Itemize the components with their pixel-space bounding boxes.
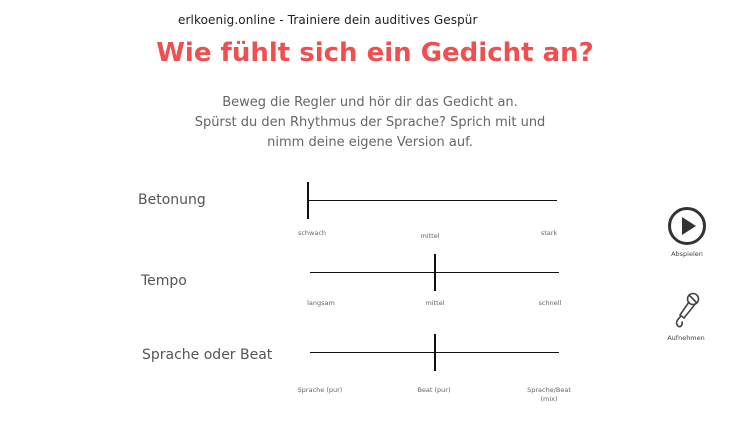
tick-label-mix <box>509 386 589 404</box>
slider-label-betonung: Betonung <box>138 192 206 208</box>
tick-label: (mix) <box>540 395 558 403</box>
tick-label: Sprache/Beat <box>527 386 571 394</box>
slider-label-tempo: Tempo <box>141 273 187 289</box>
record-button[interactable] <box>656 290 716 342</box>
slider-track[interactable] <box>307 200 557 201</box>
intro-line: Beweg die Regler und hör dir das Gedicht an. <box>222 95 518 110</box>
play-label: Abspielen <box>671 250 703 258</box>
slider-thumb[interactable] <box>434 334 436 371</box>
record-label: Aufnehmen <box>667 334 705 342</box>
microphone-icon <box>666 290 706 330</box>
intro-line: Spürst du den Rhythmus der Sprache? Sprich mit und <box>194 115 546 130</box>
tick-label: schwach <box>297 229 327 237</box>
tick-label: Sprache (pur) <box>297 386 343 394</box>
tick-label: stark <box>540 229 558 237</box>
intro-text <box>150 93 590 153</box>
intro-line: nimm deine eigene Version auf. <box>267 135 473 150</box>
play-button[interactable] <box>657 206 717 258</box>
tick-label: Beat (pur) <box>417 386 451 394</box>
tick-label: mittel <box>425 299 445 307</box>
tick-label: mittel <box>420 232 440 240</box>
tick-label: schnell <box>538 299 562 307</box>
site-title: erlkoenig.online - Trainiere dein auditives Gespür <box>178 13 478 27</box>
slider-thumb[interactable] <box>307 182 309 219</box>
slider-label-sprache-beat: Sprache oder Beat <box>142 347 273 363</box>
play-circle-icon <box>667 206 707 246</box>
page-title: Wie fühlt sich ein Gedicht an? <box>156 38 594 68</box>
slider-thumb[interactable] <box>434 254 436 291</box>
tick-label: langsam <box>307 299 335 307</box>
